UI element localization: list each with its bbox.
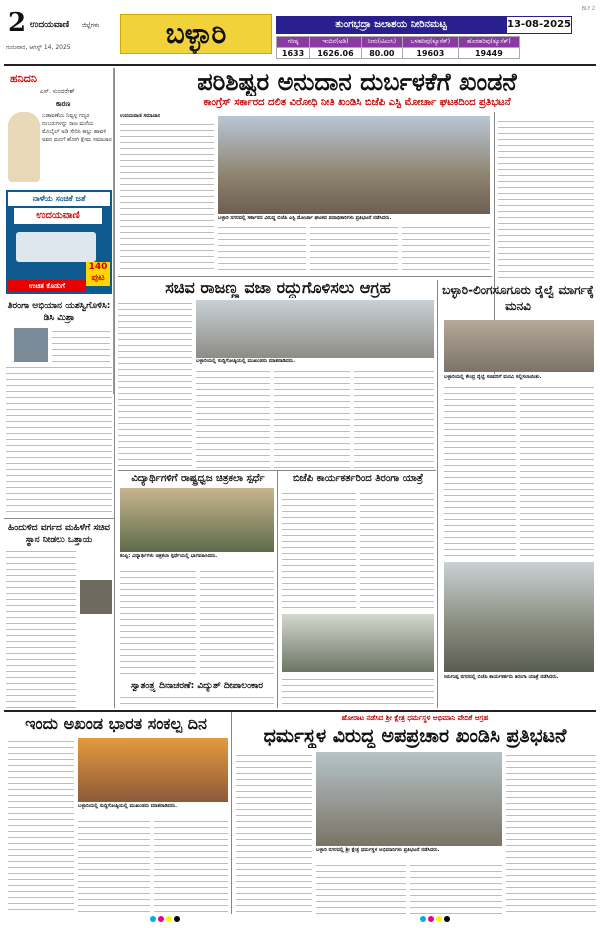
- lead-photo: [218, 116, 490, 214]
- promo-ad-pages: 140 ಪುಟ: [86, 262, 110, 286]
- cartoon-title: ಕಾರಣ: [56, 100, 71, 108]
- story8-col4: [506, 752, 596, 914]
- story3-col2: [520, 384, 594, 558]
- divider: [118, 276, 492, 277]
- story4-col2: [200, 568, 274, 678]
- lead-byline: ಉದಯವಾಣಿ ಸಮಾಚಾರ: [120, 113, 161, 119]
- dam-value: 19603: [402, 48, 458, 59]
- divider: [231, 712, 232, 914]
- lead-caption: ಬಳ್ಳಾರಿ ನಗರದಲ್ಲಿ ಸರ್ಕಾರದ ವಿರುದ್ಧ ಬಿಜೆಪಿ ಎಸ್ಟಿ ಮೋರ್ಚಾ ಘಟಕದ ಪದಾಧಿಕಾರಿಗಳು ಪ್ರತಿಭಟನೆ ನಡೆಸಿದರು.: [218, 215, 392, 221]
- dam-date: 13-08-2025: [506, 16, 572, 34]
- lead-col2: [218, 224, 306, 274]
- story5-caption: ಸಿರುಗುಪ್ಪ ನಗರದಲ್ಲಿ ಬಿಜೆಪಿ ಕಾರ್ಯಕರ್ತರು ತಿರಂಗಾ ಯಾತ್ರೆ ನಡೆಸಿದರು.: [444, 674, 559, 680]
- story4-headline: ವಿದ್ಯಾರ್ಥಿಗಳಿಗೆ ರಾಷ್ಟ್ರಧ್ವಜ ಚಿತ್ರಕಲಾ ಸ್ಪರ್ಧೆ: [131, 473, 265, 484]
- registration-mark: [428, 916, 434, 922]
- sidebar-story1-photo: [14, 328, 48, 362]
- story7-caption: ಬಳ್ಳಾರಿಯಲ್ಲಿ ಸುದ್ದಿಗೋಷ್ಠಿಯಲ್ಲಿ ಮುಖಂಡರು ಮಾತನಾಡಿದರು.: [78, 803, 178, 809]
- story8-headline: ಧರ್ಮಸ್ಥಳ ವಿರುದ್ಧ ಅಪಪ್ರಚಾರ ಖಂಡಿಸಿ ಪ್ರತಿಭಟನೆ: [263, 725, 567, 747]
- divider: [4, 518, 114, 519]
- dam-title: ತುಂಗಭದ್ರಾ ಜಲಾಶಯ ನೀರಿನಮಟ್ಟ: [276, 16, 506, 34]
- lead-col1: [120, 121, 214, 273]
- registration-mark: [444, 916, 450, 922]
- story5-headline: ಬಿಜೆಪಿ ಕಾರ್ಯಕರ್ತರಿಂದ ತಿರಂಗಾ ಯಾತ್ರೆ: [292, 473, 424, 484]
- story7-col2: [78, 818, 150, 914]
- divider: [437, 280, 438, 708]
- story8-col3: [410, 862, 502, 914]
- story5-photo-large: [444, 562, 594, 672]
- story8-kicker: ಹೋರಾಟ ನಡೆಸಿದ ಶ್ರೀ ಕ್ಷೇತ್ರ ಧರ್ಮಸ್ಥಳ ಅಭಿಮಾನಿ ವೇದಿಕೆ ಆಗ್ರಹ: [341, 714, 489, 722]
- cartoon-figure: [8, 112, 40, 182]
- story2-col2: [196, 368, 270, 468]
- divider: [277, 470, 278, 708]
- lead-col3: [310, 224, 398, 274]
- column-author: ಎಸ್. ಸುಂದರೇಶ್: [40, 88, 75, 95]
- story8-photo: [316, 752, 502, 846]
- divider: [114, 68, 115, 708]
- dam-value: 80.00: [361, 48, 402, 59]
- story4-col1: [120, 568, 196, 678]
- story7-col1: [8, 738, 74, 914]
- registration-mark: [436, 916, 442, 922]
- sidebar-story1-title: ತಿರಂಗಾ ಅಭಿಯಾನ ಯಶಸ್ವಿಗೊಳಿಸಿ: ಡಿಸಿ ಮಿಶ್ರಾ: [7, 301, 111, 323]
- dam-value: 1633: [277, 48, 310, 59]
- page-number: 2: [8, 8, 27, 38]
- right-col-text: [498, 118, 594, 278]
- story2-col1: [118, 300, 192, 468]
- story5-photo: [282, 614, 434, 672]
- dam-header: ಒಳಹರಿವು(ಕ್ಯೂಸೆಕ್): [402, 37, 458, 48]
- lead-headline: ಪರಿಶಿಷ್ಟರ ಅನುದಾನ ದುರ್ಬಳಕೆಗೆ ಖಂಡನೆ: [197, 68, 517, 96]
- page-code: BLY 2: [581, 6, 595, 12]
- registration-mark: [420, 916, 426, 922]
- date-line: ಗುರುವಾರ, ಆಗಸ್ಟ್ 14, 2025: [6, 44, 71, 51]
- story5-more: [282, 676, 434, 708]
- sidebar-story1-body: [6, 364, 112, 514]
- sidebar-story2-body: [6, 548, 76, 708]
- story2-caption: ಬಳ್ಳಾರಿಯಲ್ಲಿ ಸುದ್ದಿಗೋಷ್ಠಿಯಲ್ಲಿ ಮುಖಂಡರು ಮಾತನಾಡಿದರು.: [196, 358, 296, 364]
- promo-ad-brand: ಉದಯವಾಣಿ: [14, 208, 102, 224]
- story3-col1: [444, 384, 516, 558]
- story5-col2: [360, 490, 434, 610]
- story8-caption: ಬಳ್ಳಾರಿ ನಗರದಲ್ಲಿ ಶ್ರೀ ಕ್ಷೇತ್ರ ಧರ್ಮಸ್ಥಳ ಅಭಿಮಾನಿಗಳು ಪ್ರತಿಭಟನೆ ನಡೆಸಿದರು.: [316, 847, 440, 853]
- city-name: ಬಳ್ಳಾರಿ: [120, 14, 272, 54]
- dam-header: ಇಂದಿನ(ಅಡಿ): [310, 37, 362, 48]
- story2-photo: [196, 300, 434, 358]
- story4-photo: [120, 488, 274, 552]
- registration-mark: [166, 916, 172, 922]
- story8-col2: [316, 862, 406, 914]
- masthead-rule: [4, 64, 596, 66]
- story6-headline: ಸ್ವಾತಂತ್ರ್ಯ ದಿನಾಚರಣೆ: ವಿದ್ಯುತ್ ದೀಪಾಲಂಕಾರ: [130, 681, 264, 691]
- registration-mark: [150, 916, 156, 922]
- column-logo: [10, 72, 110, 86]
- story3-photo: [444, 320, 594, 372]
- registration-mark: [158, 916, 164, 922]
- story2-col4: [354, 368, 434, 468]
- lead-subhead: ಕಾಂಗ್ರೆಸ್ ಸರ್ಕಾರದ ದಲಿತ ವಿರೋಧಿ ನೀತಿ ಖಂಡಿಸಿ ಬಿಜೆಪಿ ಎಸ್ಟಿ ಮೋರ್ಚಾ ಘಟಕದಿಂದ ಪ್ರತಿಭಟನೆ: [203, 97, 511, 108]
- story3-caption: ಬಳ್ಳಾರಿಯಲ್ಲಿ ಕೇಂದ್ರ ರೈಲ್ವೆ ಸಚಿವರಿಗೆ ಮನವಿ ಸಲ್ಲಿಸಲಾಯಿತು.: [444, 374, 542, 380]
- sidebar-story2-photo: [80, 580, 112, 614]
- dam-level-table: [276, 36, 520, 59]
- story2-headline: ಸಚಿವ ರಾಜಣ್ಣ ವಜಾ ರದ್ದುಗೊಳಿಸಲು ಆಗ್ರಹ: [165, 278, 391, 297]
- dam-header: ಹೊರಹರಿವು(ಕ್ಯೂಸೆಕ್): [458, 37, 519, 48]
- story2-col3: [274, 368, 350, 468]
- story7-col3: [154, 818, 228, 914]
- story5-col1: [282, 490, 356, 610]
- dam-value: 1626.06: [310, 48, 362, 59]
- dam-value: 19449: [458, 48, 519, 59]
- story4-caption: ಕಂಪ್ಲಿ: ವಿದ್ಯಾರ್ಥಿಗಳು ಚಿತ್ರಕಲಾ ಸ್ಪರ್ಧೆಯಲ್ಲಿ ಭಾಗವಹಿಸಿದರು.: [120, 553, 218, 559]
- story8-col1: [236, 752, 312, 914]
- story7-photo: [78, 738, 228, 802]
- section-rule: [4, 710, 596, 712]
- story3-headline: ಬಳ್ಳಾರಿ-ಲಿಂಗಸೂಗೂರು ರೈಲ್ವೆ ಮಾರ್ಗಕ್ಕೆ ಮನವಿ: [442, 283, 594, 313]
- edition-label: ಜಿಲ್ಲೆಗಳು: [82, 22, 100, 29]
- paper-name: ಉದಯವಾಣಿ: [30, 20, 70, 30]
- column-name: ಹನಿದನಿ: [10, 72, 37, 85]
- lead-col4: [402, 224, 490, 274]
- registration-mark: [174, 916, 180, 922]
- sidebar-story2-title: ಹಿಂದುಳಿದ ವರ್ಗದ ಮಹಿಳೆಗೆ ಸಚಿವ ಸ್ಥಾನ ನೀಡಲು ಒತ್ತಾಯ: [8, 523, 110, 545]
- dam-header: ನೀರು(ಟಿಎಂಸಿ): [361, 37, 402, 48]
- cartoon-text: ಬಡಾವಣೆಯ ನಿವ್ವಳ್ಳ ಗಣ್ಯರ ನಂಬರುಗಳನ್ನು ರಾಜ ಮನೆಯ ಮೊಬೈಲ್ ಅಡಿ ಸೇರಿಸಿ ಹಲ್ಲು ಹಾವಳಿ ಅವರ ಮನಗೆ ಹೋಗಿ ಕ್ಷೇಮ ಸಮಾಚಾರ: [42, 113, 112, 143]
- story6-text: [120, 694, 274, 708]
- promo-ad-headline: ನಾಳೆಯ ಸಂಚಿಕೆ ಜತೆ: [8, 192, 110, 206]
- story7-headline: ಇಂದು ಅಖಂಡ ಭಾರತ ಸಂಕಲ್ಪ ದಿನ: [25, 714, 207, 733]
- promo-ad-footer: ಉಚಿತ ಕೊಡುಗೆ: [8, 280, 86, 292]
- promo-ad-image: [16, 232, 96, 262]
- dam-header: ಗರಿಷ್ಠ: [277, 37, 310, 48]
